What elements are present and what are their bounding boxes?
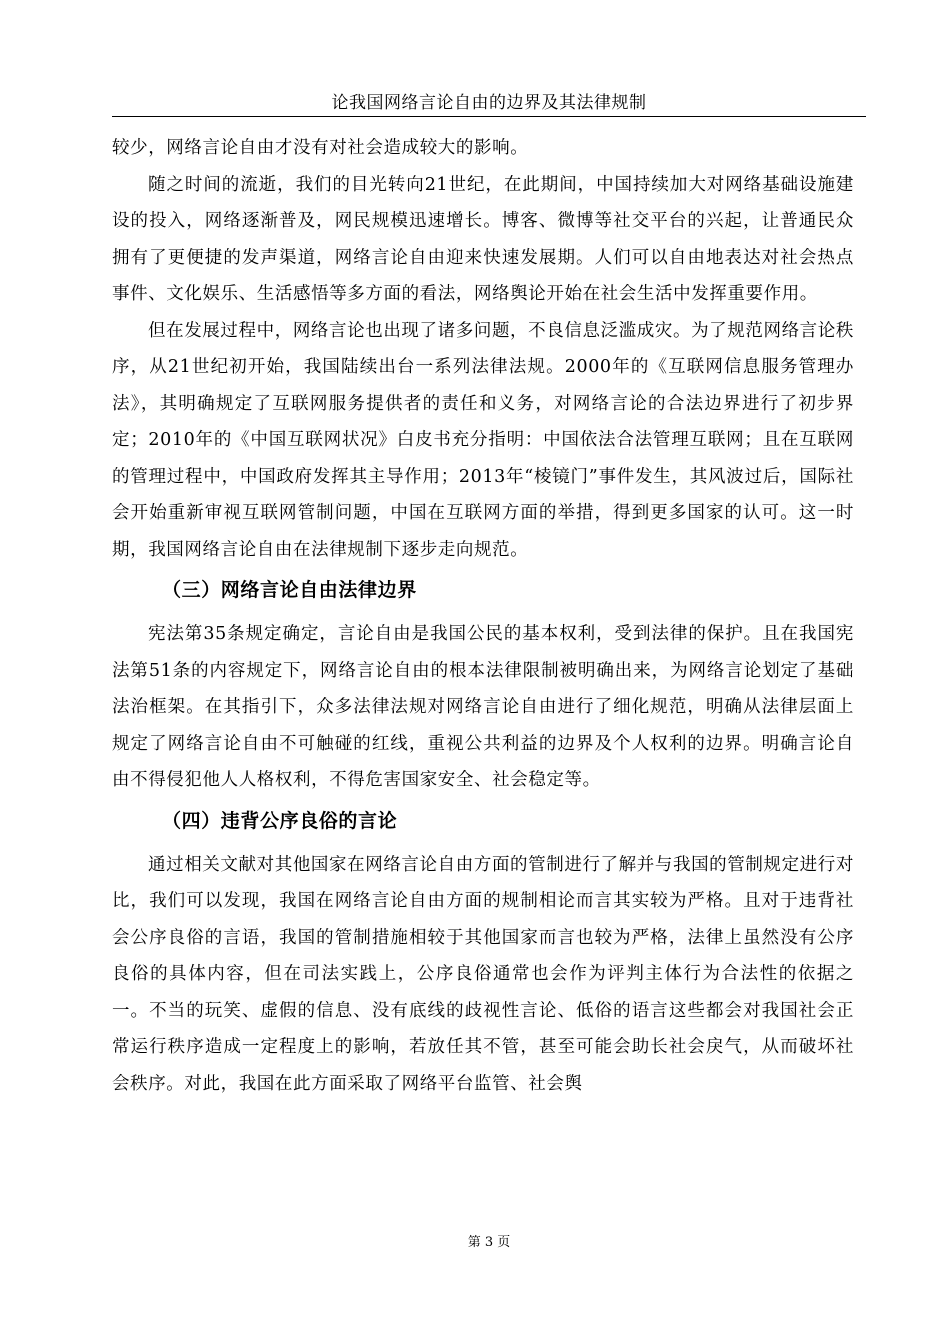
- body-paragraph: 较少，网络言论自由才没有对社会造成较大的影响。: [112, 138, 529, 158]
- running-header-title: 论我国网络言论自由的边界及其法律规制: [331, 93, 647, 113]
- page-number: 第 3 页: [467, 1235, 511, 1250]
- section-heading: （三）网络言论自由法律边界: [162, 579, 417, 601]
- body-paragraph: 随之时间的流逝，我们的目光转向21世纪，在此期间，中国持续加大对网络基础设施建设的投入，网络逐渐普及，网民规模迅速增长。博客、微博等社交平台的兴起，让普通民众拥有了更便捷的发声渠道，网络言论自由迎来快速发展期。人们可以自由地表达对社会热点事件、文化娱乐、生活感悟等多方面的看法，网络舆论开始在社会生活中发挥重要作用。: [112, 174, 854, 304]
- body-paragraph: 但在发展过程中，网络言论也出现了诸多问题，不良信息泛滥成灾。为了规范网络言论秩序，从21世纪初开始，我国陆续出台一系列法律法规。2000年的《互联网信息服务管理办法》，其明确规定了互联网服务提供者的责任和义务，对网络言论的合法边界进行了初步界定；2010年的《中国互联网状况》白皮书充分指明：中国依法合法管理互联网；且在互联网的管理过程中，中国政府发挥其主导作用；2013年“棱镜门”事件发生，其风波过后，国际社会开始重新审视互联网管制问题，中国在互联网方面的举措，得到更多国家的认可。这一时期，我国网络言论自由在法律规制下逐步走向规范。: [112, 320, 854, 560]
- body-paragraph: 通过相关文献对其他国家在网络言论自由方面的管制进行了解并与我国的管制规定进行对比，我们可以发现，我国在网络言论自由方面的规制相论而言其实较为严格。且对于违背社会公序良俗的言语，我国的管制措施相较于其他国家而言也较为严格，法律上虽然没有公序良俗的具体内容，但在司法实践上，公序良俗通常也会作为评判主体行为合法性的依据之一。不当的玩笑、虚假的信息、没有底线的歧视性言论、低俗的语言这些都会对我国社会正常运行秩序造成一定程度上的影响，若放任其不管，甚至可能会助长社会戾气，从而破坏社会秩序。对此，我国在此方面采取了网络平台监管、社会舆: [112, 854, 854, 1094]
- header-rule: [112, 116, 866, 117]
- body-paragraph: 宪法第35条规定确定，言论自由是我国公民的基本权利，受到法律的保护。且在我国宪法第51条的内容规定下，网络言论自由的根本法律限制被明确出来，为网络言论划定了基础法治框架。在其指引下，众多法律法规对网络言论自由进行了细化规范，明确从法律层面上规定了网络言论自由不可触碰的红线，重视公共利益的边界及个人权利的边界。明确言论自由不得侵犯他人人格权利，不得危害国家安全、社会稳定等。: [112, 624, 854, 790]
- section-heading: （四）违背公序良俗的言论: [162, 809, 398, 832]
- document-body: [112, 130, 854, 1102]
